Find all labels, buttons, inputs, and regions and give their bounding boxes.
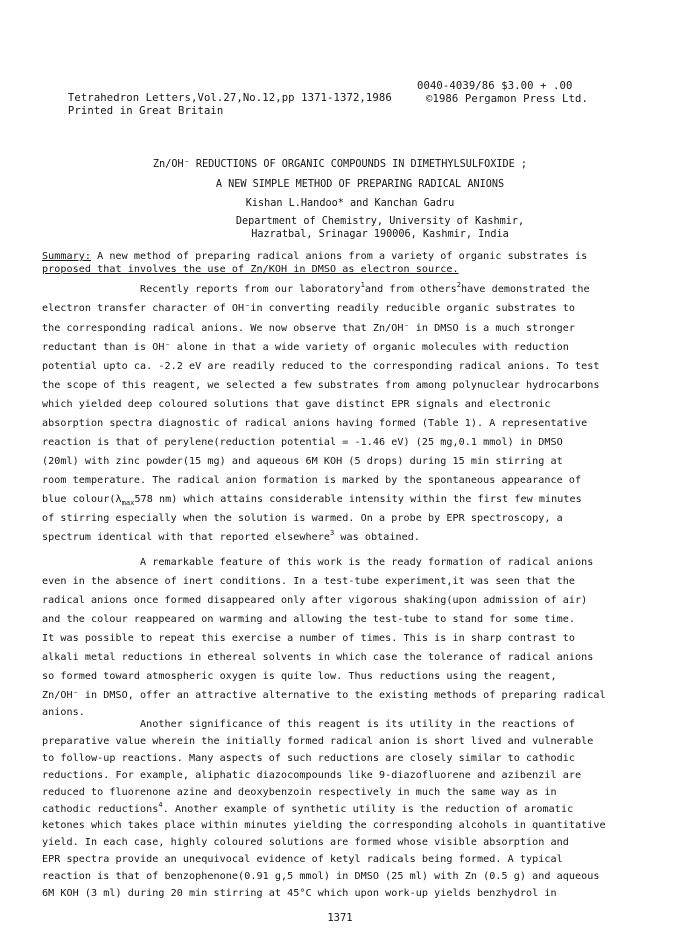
body-line: yield. In each case, highly coloured solutions are formed whose visible absorption and [42, 837, 569, 849]
para2-first-line: A remarkable feature of this work is the ready formation of radical anions [140, 557, 594, 568]
body-line: reaction is that of benzophenone(0.91 g,5 mmol) in DMSO (25 ml) with Zn (0.5 g) and aqueous [42, 871, 600, 883]
body-line: reductant than is OH⁻ alone in that a wide variety of organic molecules with reduction [42, 342, 569, 353]
body-line: alkali metal reductions in ethereal solvents in which case the tolerance of radical anions [42, 652, 594, 663]
ref-1: 1 [360, 281, 365, 289]
body-line: EPR spectra provide an unequivocal evidence of ketyl radicals being formed. A typical [42, 854, 563, 866]
summary-label: Summary: [42, 251, 92, 262]
summary-text1: A new method of preparing radical anions from a variety of organic substrates is [91, 251, 588, 262]
summary-text2: proposed that involves the use of Zn/KOH in DMSO as electron source. [42, 264, 459, 275]
body-line: and the colour reappeared on warming and allowing the test-tube to stand for some time. [42, 614, 576, 625]
para1-line1: Recently reports from our laboratory$^1$and from others$^2$have demonstrated the [140, 281, 590, 295]
authors: Kishan L.Handoo* and Kanchan Gadru [245, 198, 455, 209]
para3-first-line: Another significance of this reagent is its utility in the reactions of [140, 719, 576, 730]
body-line: of stirring especially when the solution is warmed. On a probe by EPR spectroscopy, a [42, 513, 563, 524]
article-title-line1: Zn/OH⁻ REDUCTIONS OF ORGANIC COMPOUNDS IN DIMETHYLSULFOXIDE ; [152, 159, 528, 170]
article-title-line2: A NEW SIMPLE METHOD OF PREPARING RADICAL ANIONS [215, 179, 505, 190]
body-line: to follow-up reactions. Many aspects of such reductions are closely similar to cathodic [42, 752, 576, 764]
body-line: ketones which takes place within minutes yielding the corresponding alcohols in quantitative [42, 820, 606, 832]
affiliation-line2: Hazratbal, Srinagar 190006, Kashmir, India [251, 229, 509, 240]
body-line: which yielded deep coloured solutions that gave distinct EPR signals and electronic [42, 399, 551, 410]
printed-in: Printed in Great Britain [67, 105, 224, 117]
body-line: preparative value wherein the initially formed radical anion is short lived and vulnerable [42, 735, 594, 747]
body-line: It was possible to repeat this exercise a number of times. This is in sharp contrast to [42, 633, 576, 644]
body-line: so formed toward atmospheric oxygen is quite low. Thus reductions using the reagent, [42, 671, 557, 682]
body-line: anions. [42, 707, 85, 718]
body-line: the corresponding radical anions. We now observe that Zn/OH⁻ in DMSO is a much stronger [42, 323, 576, 334]
affiliation-line1: Department of Chemistry, University of Kashmir, [235, 216, 525, 227]
body-line: reaction is that of perylene(reduction potential = -1.46 eV) (25 mg,0.1 mmol) in DMSO [42, 437, 563, 448]
summary-line2 [42, 264, 459, 275]
body-line-temperature: 6M KOH (3 ml) during 20 min stirring at 45°C which upon work-up yields benzhydrol in [42, 888, 557, 899]
body-line: reductions. For example, aliphatic diazocompounds like 9-diazofluorene and azibenzil are [42, 769, 582, 781]
copyright: ©1986 Pergamon Press Ltd. [426, 93, 588, 105]
body-line: reduced to fluorenone azine and deoxybenzoin respectively in much the same way as in [42, 786, 557, 798]
body-line: electron transfer character of OH⁻in converting readily reducible organic substrates to [42, 303, 576, 314]
page-number: 1371 [327, 912, 353, 924]
body-line-ref4: cathodic reductions$^4$. Another example of synthetic utility is the reduction of aromatic [42, 800, 574, 815]
lambda-max-subscript: max [121, 499, 135, 507]
body-line: (20ml) with zinc powder(15 mg) and aqueous 6M KOH (5 drops) during 15 min stirring at [42, 456, 563, 467]
body-line: Zn/OH⁻ in DMSO, offer an attractive alternative to the existing methods of preparing radical [42, 690, 606, 701]
body-line-lambda: blue $colour(\lambda_{max}578$ nm) which attains considerable intensity within the first few minutes [42, 494, 582, 507]
body-line: radical anions once formed disappeared only after vigorous shaking(upon admission of air) [42, 595, 588, 606]
body-line: even in the absence of inert conditions. In a test-tube experiment,it was seen that the [42, 576, 576, 587]
body-line-ref3: spectrum identical with that reported elsewhere$^3$ was obtained. [42, 529, 421, 543]
body-line: absorption spectra diagnostic of radical anions having formed (Table 1). A representative [42, 418, 588, 429]
journal-price: 0040-4039/86 $3.00 + .00 [417, 80, 573, 92]
body-line: potential upto ca. -2.2 eV are readily reduced to the corresponding radical anions. To test [42, 361, 600, 372]
ref-3: 3 [329, 529, 335, 537]
ref-2: 2 [456, 281, 462, 289]
ref-4: 4 [158, 800, 163, 809]
journal-citation: Tetrahedron Letters,Vol.27,No.12,pp 1371-1372,1986 [67, 92, 392, 104]
summary-line1 [42, 251, 587, 262]
body-line: the scope of this reagent, we selected a few substrates from among polynuclear hydrocarbons [42, 380, 600, 391]
body-line: room temperature. The radical anion formation is marked by the spontaneous appearance of [42, 475, 582, 486]
